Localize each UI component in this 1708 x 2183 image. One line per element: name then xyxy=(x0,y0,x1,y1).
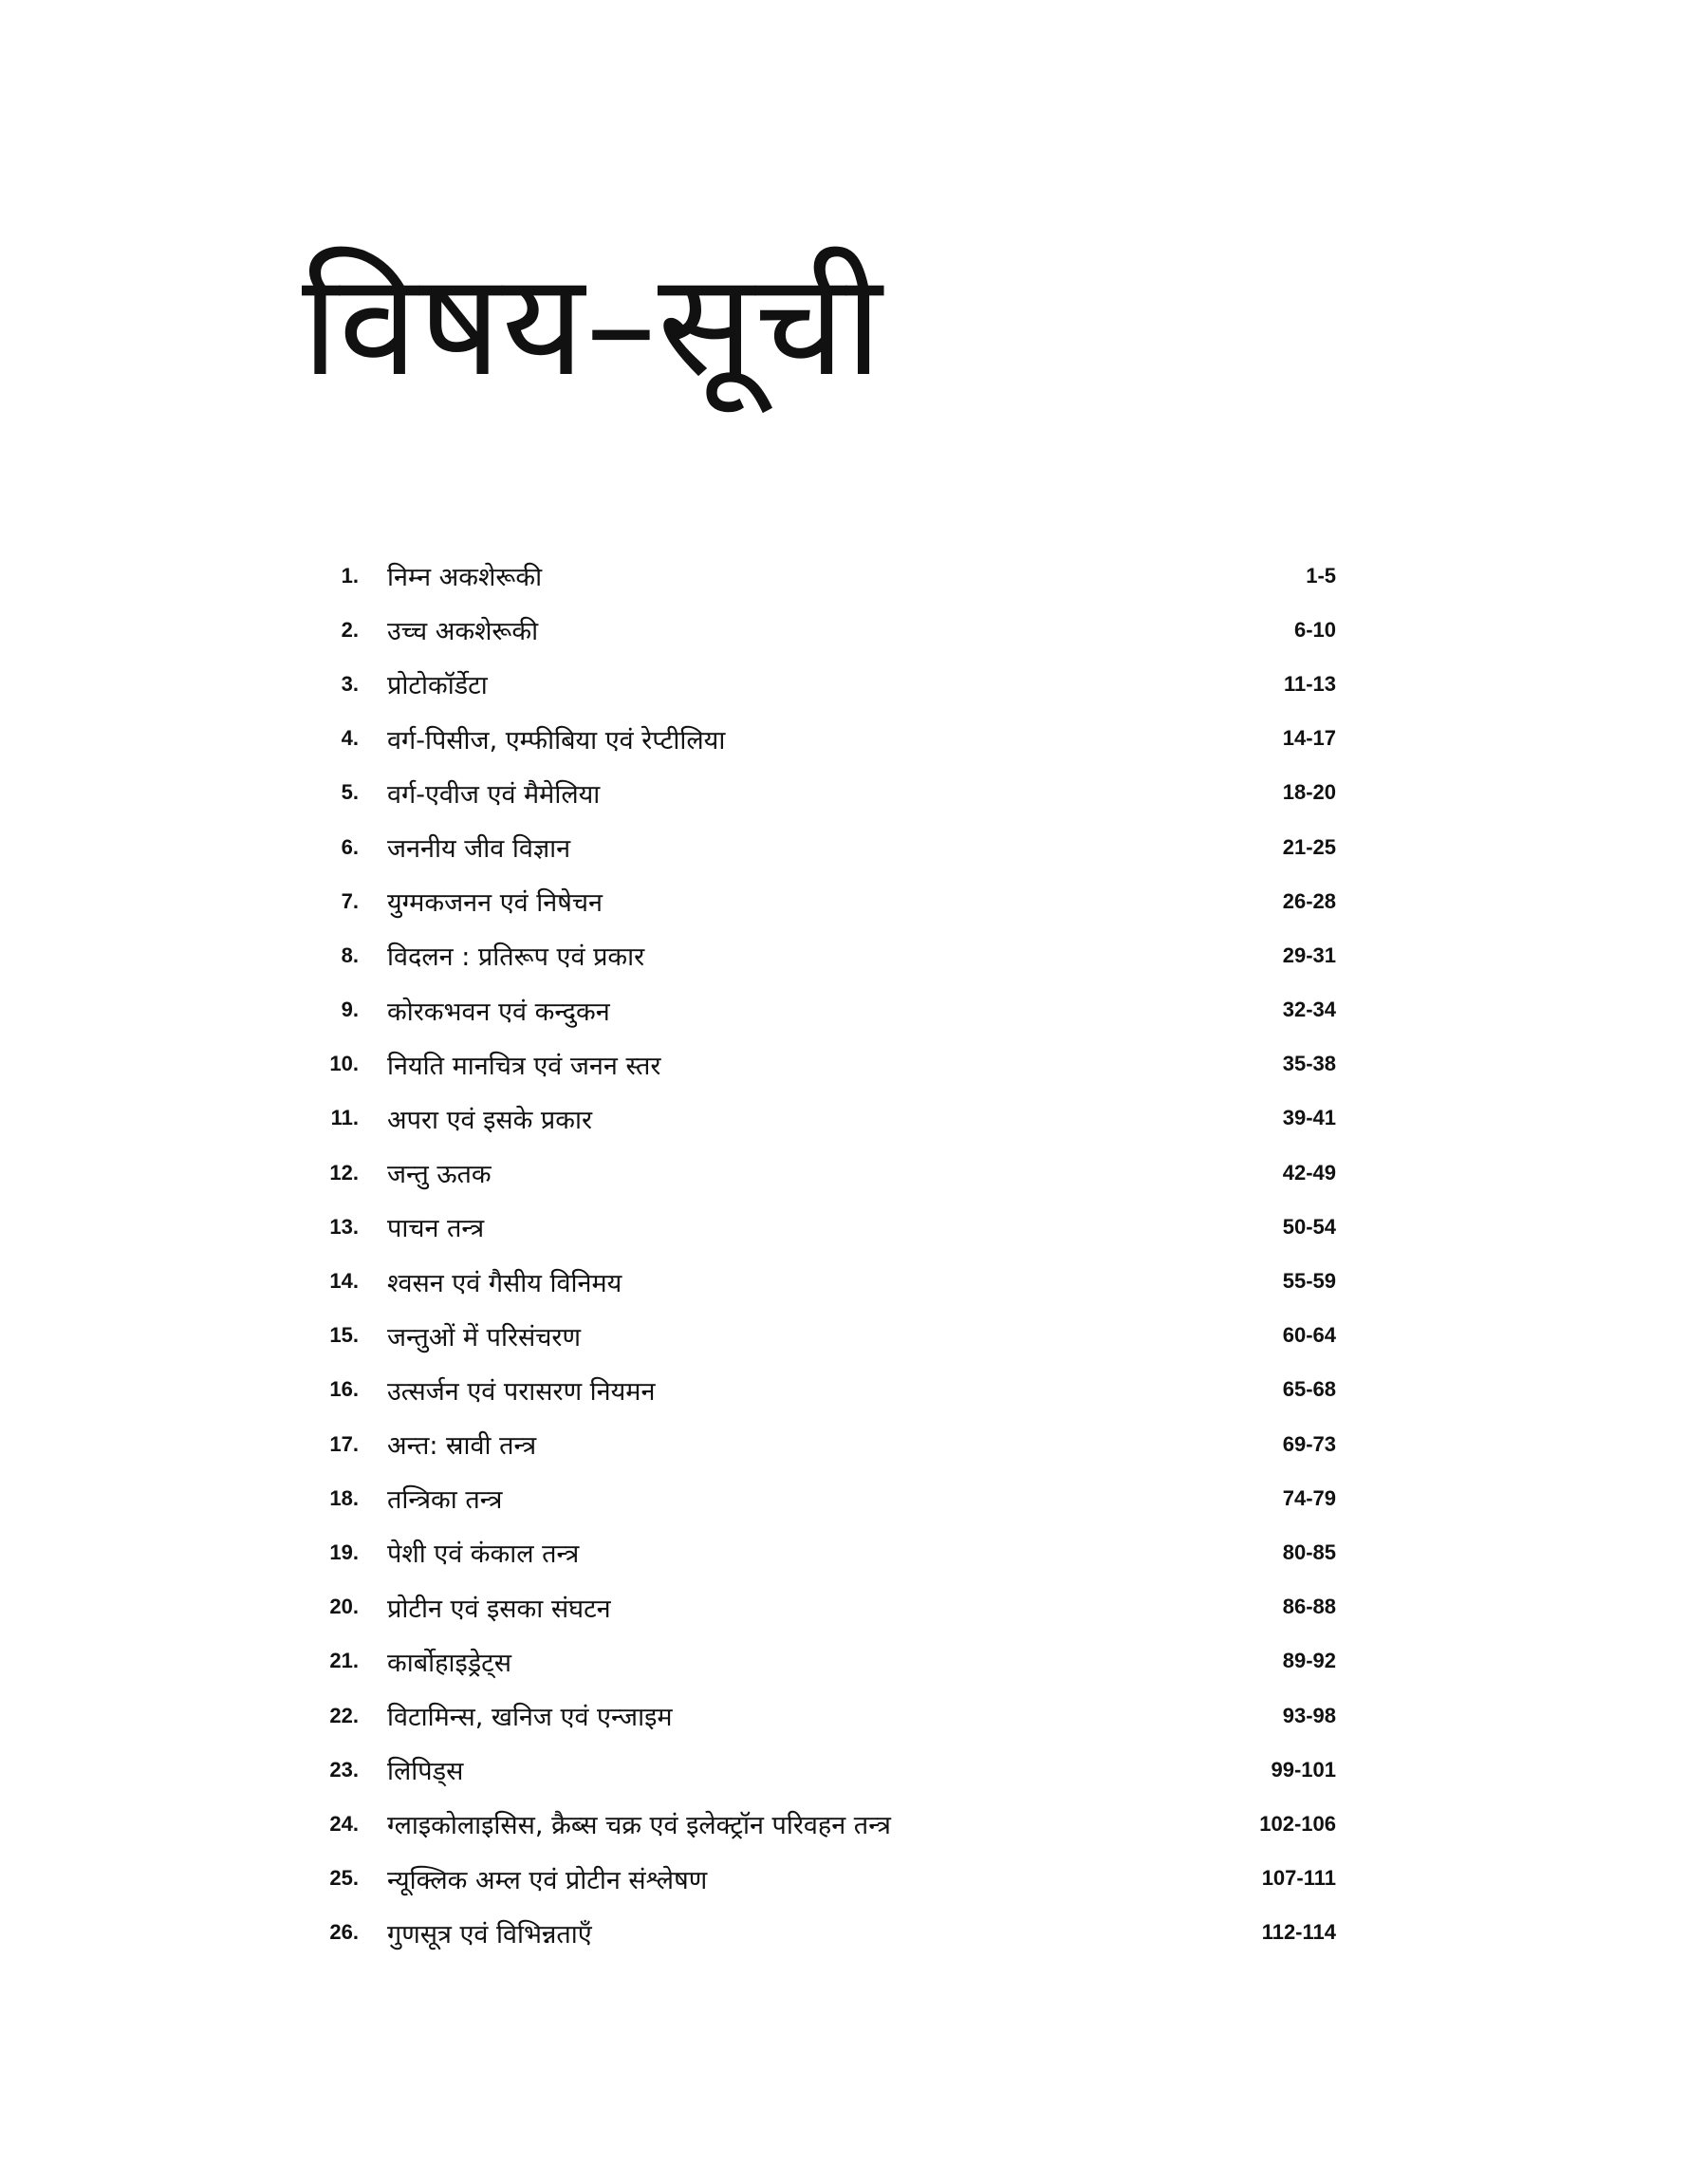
toc-page-range: 50-54 xyxy=(1282,1214,1336,1239)
toc-chapter-title: जननीय जीव विज्ञान xyxy=(387,834,571,865)
toc-chapter-number: 19. xyxy=(329,1539,359,1564)
toc-chapter-title: उच्च अकशेरूकी xyxy=(387,617,539,647)
toc-row xyxy=(311,712,1336,766)
toc-chapter-title: श्वसन एवं गैसीय विनिमय xyxy=(387,1268,622,1298)
toc-row xyxy=(311,1037,1336,1092)
toc-chapter-number: 23. xyxy=(329,1757,359,1782)
toc-chapter-title: अपरा एवं इसके प्रकार xyxy=(387,1105,593,1135)
toc-chapter-number: 6. xyxy=(341,834,359,859)
toc-row xyxy=(311,1852,1336,1906)
toc-row xyxy=(311,928,1336,982)
toc-chapter-title: वर्ग-पिसीज, एम्फीबिया एवं रेप्टीलिया xyxy=(387,725,726,756)
toc-page-range: 11-13 xyxy=(1283,671,1336,696)
toc-chapter-number: 3. xyxy=(341,671,359,696)
toc-chapter-number: 24. xyxy=(329,1811,359,1836)
toc-row xyxy=(311,1743,1336,1797)
toc-chapter-number: 22. xyxy=(329,1703,359,1727)
toc-chapter-title: अन्त: स्रावी तन्त्र xyxy=(387,1431,537,1462)
toc-page-range: 102-106 xyxy=(1259,1811,1336,1836)
toc-row xyxy=(311,1417,1336,1471)
toc-chapter-number: 5. xyxy=(341,780,359,805)
toc-page-range: 55-59 xyxy=(1282,1269,1336,1294)
toc-page-range: 74-79 xyxy=(1282,1485,1336,1510)
toc-row xyxy=(311,657,1336,711)
toc-chapter-title: पाचन तन्त्र xyxy=(387,1214,485,1244)
toc-page-range: 21-25 xyxy=(1282,834,1336,859)
toc-page-range: 35-38 xyxy=(1282,1052,1336,1076)
toc-chapter-title: गुणसूत्र एवं विभिन्नताएँ xyxy=(387,1919,592,1950)
toc-chapter-title: नियति मानचित्र एवं जनन स्तर xyxy=(387,1051,661,1081)
toc-page-range: 18-20 xyxy=(1282,780,1336,805)
toc-row xyxy=(311,820,1336,874)
toc-row xyxy=(311,603,1336,657)
toc-page-range: 80-85 xyxy=(1282,1539,1336,1564)
toc-page-range: 14-17 xyxy=(1282,726,1336,751)
toc-row xyxy=(311,1525,1336,1579)
toc-chapter-title: उत्सर्जन एवं परासरण नियमन xyxy=(387,1376,656,1407)
toc-chapter-title: युग्मकजनन एवं निषेचन xyxy=(387,888,603,919)
toc-page-range: 60-64 xyxy=(1282,1323,1336,1348)
toc-chapter-number: 12. xyxy=(329,1160,359,1185)
toc-chapter-number: 21. xyxy=(329,1649,359,1673)
toc-chapter-title: निम्न अकशेरूकी xyxy=(387,563,543,593)
toc-row xyxy=(311,1797,1336,1851)
toc-row xyxy=(311,766,1336,820)
toc-chapter-number: 13. xyxy=(329,1214,359,1239)
toc-chapter-title: न्यूक्लिक अम्ल एवं प्रोटीन संश्लेषण xyxy=(387,1865,708,1895)
toc-chapter-title: विटामिन्स, खनिज एवं एन्जाइम xyxy=(387,1703,673,1733)
toc-chapter-number: 2. xyxy=(341,617,359,642)
toc-row xyxy=(311,1309,1336,1363)
toc-row xyxy=(311,1634,1336,1689)
toc-chapter-title: तन्त्रिका तन्त्र xyxy=(387,1485,503,1516)
toc-row xyxy=(311,1363,1336,1417)
toc-chapter-number: 16. xyxy=(329,1377,359,1402)
toc-chapter-title: प्रोटीन एवं इसका संघटन xyxy=(387,1594,611,1624)
toc-chapter-title: विदलन : प्रतिरूप एवं प्रकार xyxy=(387,942,645,973)
toc-page-range: 93-98 xyxy=(1282,1703,1336,1727)
toc-chapter-number: 17. xyxy=(329,1431,359,1456)
toc-row xyxy=(311,1689,1336,1743)
toc-page-range: 26-28 xyxy=(1282,888,1336,913)
toc-page-range: 32-34 xyxy=(1282,998,1336,1022)
toc-chapter-title: कार्बोहाइड्रेट्स xyxy=(387,1648,512,1678)
toc-chapter-title: वर्ग-एवीज एवं मैमेलिया xyxy=(387,779,601,810)
toc-row xyxy=(311,874,1336,928)
toc-chapter-title: लिपिड्स xyxy=(387,1757,464,1787)
toc-page-range: 69-73 xyxy=(1282,1431,1336,1456)
toc-chapter-number: 1. xyxy=(341,563,359,588)
toc-chapter-number: 8. xyxy=(341,942,359,967)
toc-page-range: 6-10 xyxy=(1293,617,1336,642)
toc-page-range: 86-88 xyxy=(1282,1595,1336,1619)
toc-page-range: 89-92 xyxy=(1282,1649,1336,1673)
toc-row xyxy=(311,549,1336,603)
toc-chapter-title: जन्तु ऊतक xyxy=(387,1160,492,1190)
toc-chapter-number: 10. xyxy=(329,1052,359,1076)
toc-row xyxy=(311,983,1336,1037)
page-title: विषय–सूची xyxy=(302,243,883,408)
toc-page-range: 65-68 xyxy=(1282,1377,1336,1402)
toc-chapter-number: 18. xyxy=(329,1485,359,1510)
toc-chapter-title: कोरकभवन एवं कन्दुकन xyxy=(387,997,610,1027)
toc-row xyxy=(311,1146,1336,1200)
toc-page-range: 112-114 xyxy=(1261,1920,1336,1945)
toc-chapter-number: 4. xyxy=(341,726,359,751)
toc-row xyxy=(311,1906,1336,1960)
toc-row xyxy=(311,1580,1336,1634)
toc-page-range: 1-5 xyxy=(1306,563,1336,588)
toc-page-range: 39-41 xyxy=(1282,1106,1336,1130)
toc-chapter-number: 7. xyxy=(341,888,359,913)
toc-chapter-title: पेशी एवं कंकाल तन्त्र xyxy=(387,1539,580,1570)
toc-chapter-number: 14. xyxy=(329,1269,359,1294)
toc-chapter-title: जन्तुओं में परिसंचरण xyxy=(387,1322,581,1353)
toc-chapter-number: 9. xyxy=(341,998,359,1022)
toc-chapter-number: 20. xyxy=(329,1595,359,1619)
toc-row xyxy=(311,1471,1336,1525)
toc-row xyxy=(311,1254,1336,1308)
toc-chapter-number: 15. xyxy=(329,1323,359,1348)
table-of-contents xyxy=(311,549,1336,1960)
toc-page-range: 42-49 xyxy=(1282,1160,1336,1185)
toc-chapter-number: 25. xyxy=(329,1866,359,1891)
toc-page-range: 99-101 xyxy=(1271,1757,1336,1782)
toc-row xyxy=(311,1092,1336,1146)
toc-chapter-number: 11. xyxy=(330,1106,359,1130)
toc-page-range: 29-31 xyxy=(1282,942,1336,967)
toc-chapter-number: 26. xyxy=(329,1920,359,1945)
toc-row xyxy=(311,1200,1336,1254)
toc-chapter-title: प्रोटोकॉर्डेटा xyxy=(387,671,488,701)
toc-page-range: 107-111 xyxy=(1261,1866,1336,1891)
toc-chapter-title: ग्लाइकोलाइसिस, क्रैब्स चक्र एवं इलेक्ट्रॉन परिवहन तन्त्र xyxy=(387,1811,891,1841)
